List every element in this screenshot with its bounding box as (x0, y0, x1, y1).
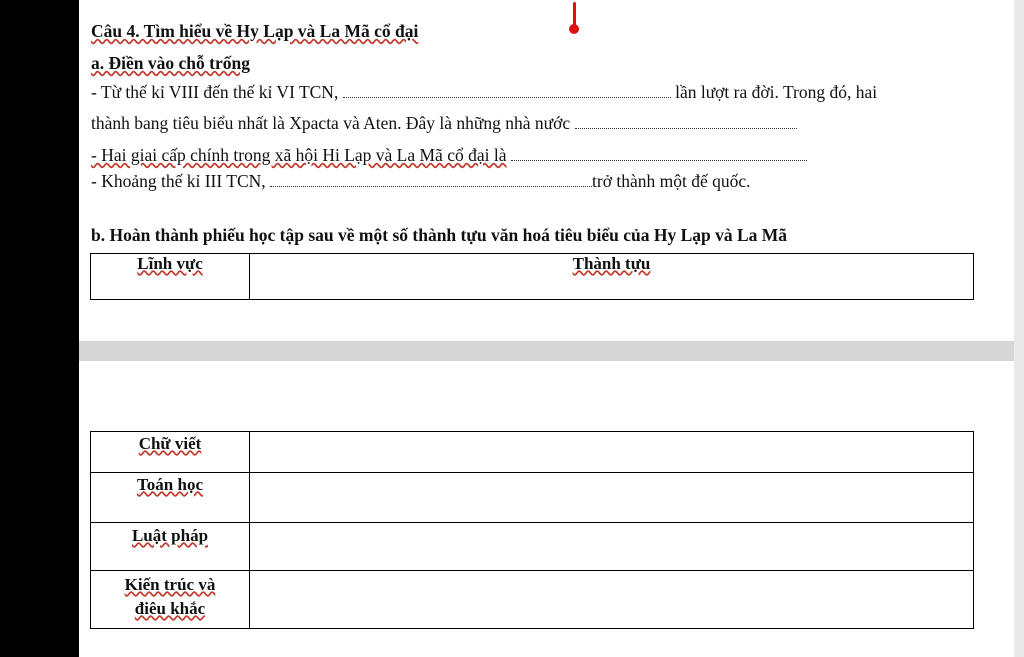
table-row (91, 571, 974, 629)
right-scroll-strip[interactable] (1014, 0, 1024, 657)
table-row (91, 473, 974, 523)
field-architecture-line1: Kiến trúc và (124, 575, 216, 594)
field-cell (91, 473, 250, 523)
blank-1[interactable] (343, 83, 671, 98)
part-a-line3 (91, 145, 807, 165)
line1-end: lần lượt ra đời. Trong đó, hai (675, 82, 878, 102)
field-writing: Chữ viết (138, 434, 202, 453)
achievement-cell-math[interactable] (250, 473, 974, 523)
field-cell (91, 523, 250, 571)
part-b-heading: b. Hoàn thành phiếu học tập sau về một số thành tựu văn hoá tiêu biểu của Hy Lạp và La Mã (91, 225, 788, 245)
header-achievement: Thành tựu (572, 254, 651, 273)
line2-start: thành bang tiêu biểu nhất là Xpacta và Aten. Đây là những nhà nước (91, 113, 571, 133)
line1-start: - Từ thế kỉ VIII đến thế kỉ VI TCN, (91, 82, 339, 102)
line4-start: - Khoảng thế kỉ III TCN, (91, 171, 266, 191)
header-field-cell (91, 254, 250, 300)
part-a-line4 (91, 171, 751, 191)
part-a-line2 (91, 113, 797, 133)
field-math: Toán học (137, 475, 203, 494)
line3-start: - Hai giai cấp chính trong xã hội Hi Lạp và La Mã cổ đại là (91, 145, 507, 165)
achievement-table-body (90, 431, 974, 629)
field-law: Luật pháp (131, 526, 209, 545)
header-field: Lĩnh vực (137, 254, 203, 273)
achievement-cell-writing[interactable] (250, 432, 974, 473)
header-achievement-cell (250, 254, 974, 300)
blank-3[interactable] (511, 146, 807, 161)
achievement-cell-law[interactable] (250, 523, 974, 571)
field-cell (91, 432, 250, 473)
blank-4[interactable] (270, 172, 592, 187)
part-a-line1 (91, 82, 877, 102)
table-row (91, 432, 974, 473)
section-title: Câu 4. Tìm hiểu về Hy Lạp và La Mã cổ đại (91, 21, 419, 41)
left-black-margin (0, 0, 79, 657)
achievement-table-header (90, 253, 974, 300)
table-row (91, 523, 974, 571)
achievement-cell-architecture[interactable] (250, 571, 974, 629)
field-cell (91, 571, 250, 629)
blank-2[interactable] (575, 114, 797, 129)
red-cursor-dot (569, 24, 579, 34)
part-a-heading: a. Điền vào chỗ trống (91, 53, 250, 73)
field-architecture-line2: điêu khắc (134, 599, 206, 618)
line4-end: trở thành một đế quốc. (592, 171, 751, 191)
